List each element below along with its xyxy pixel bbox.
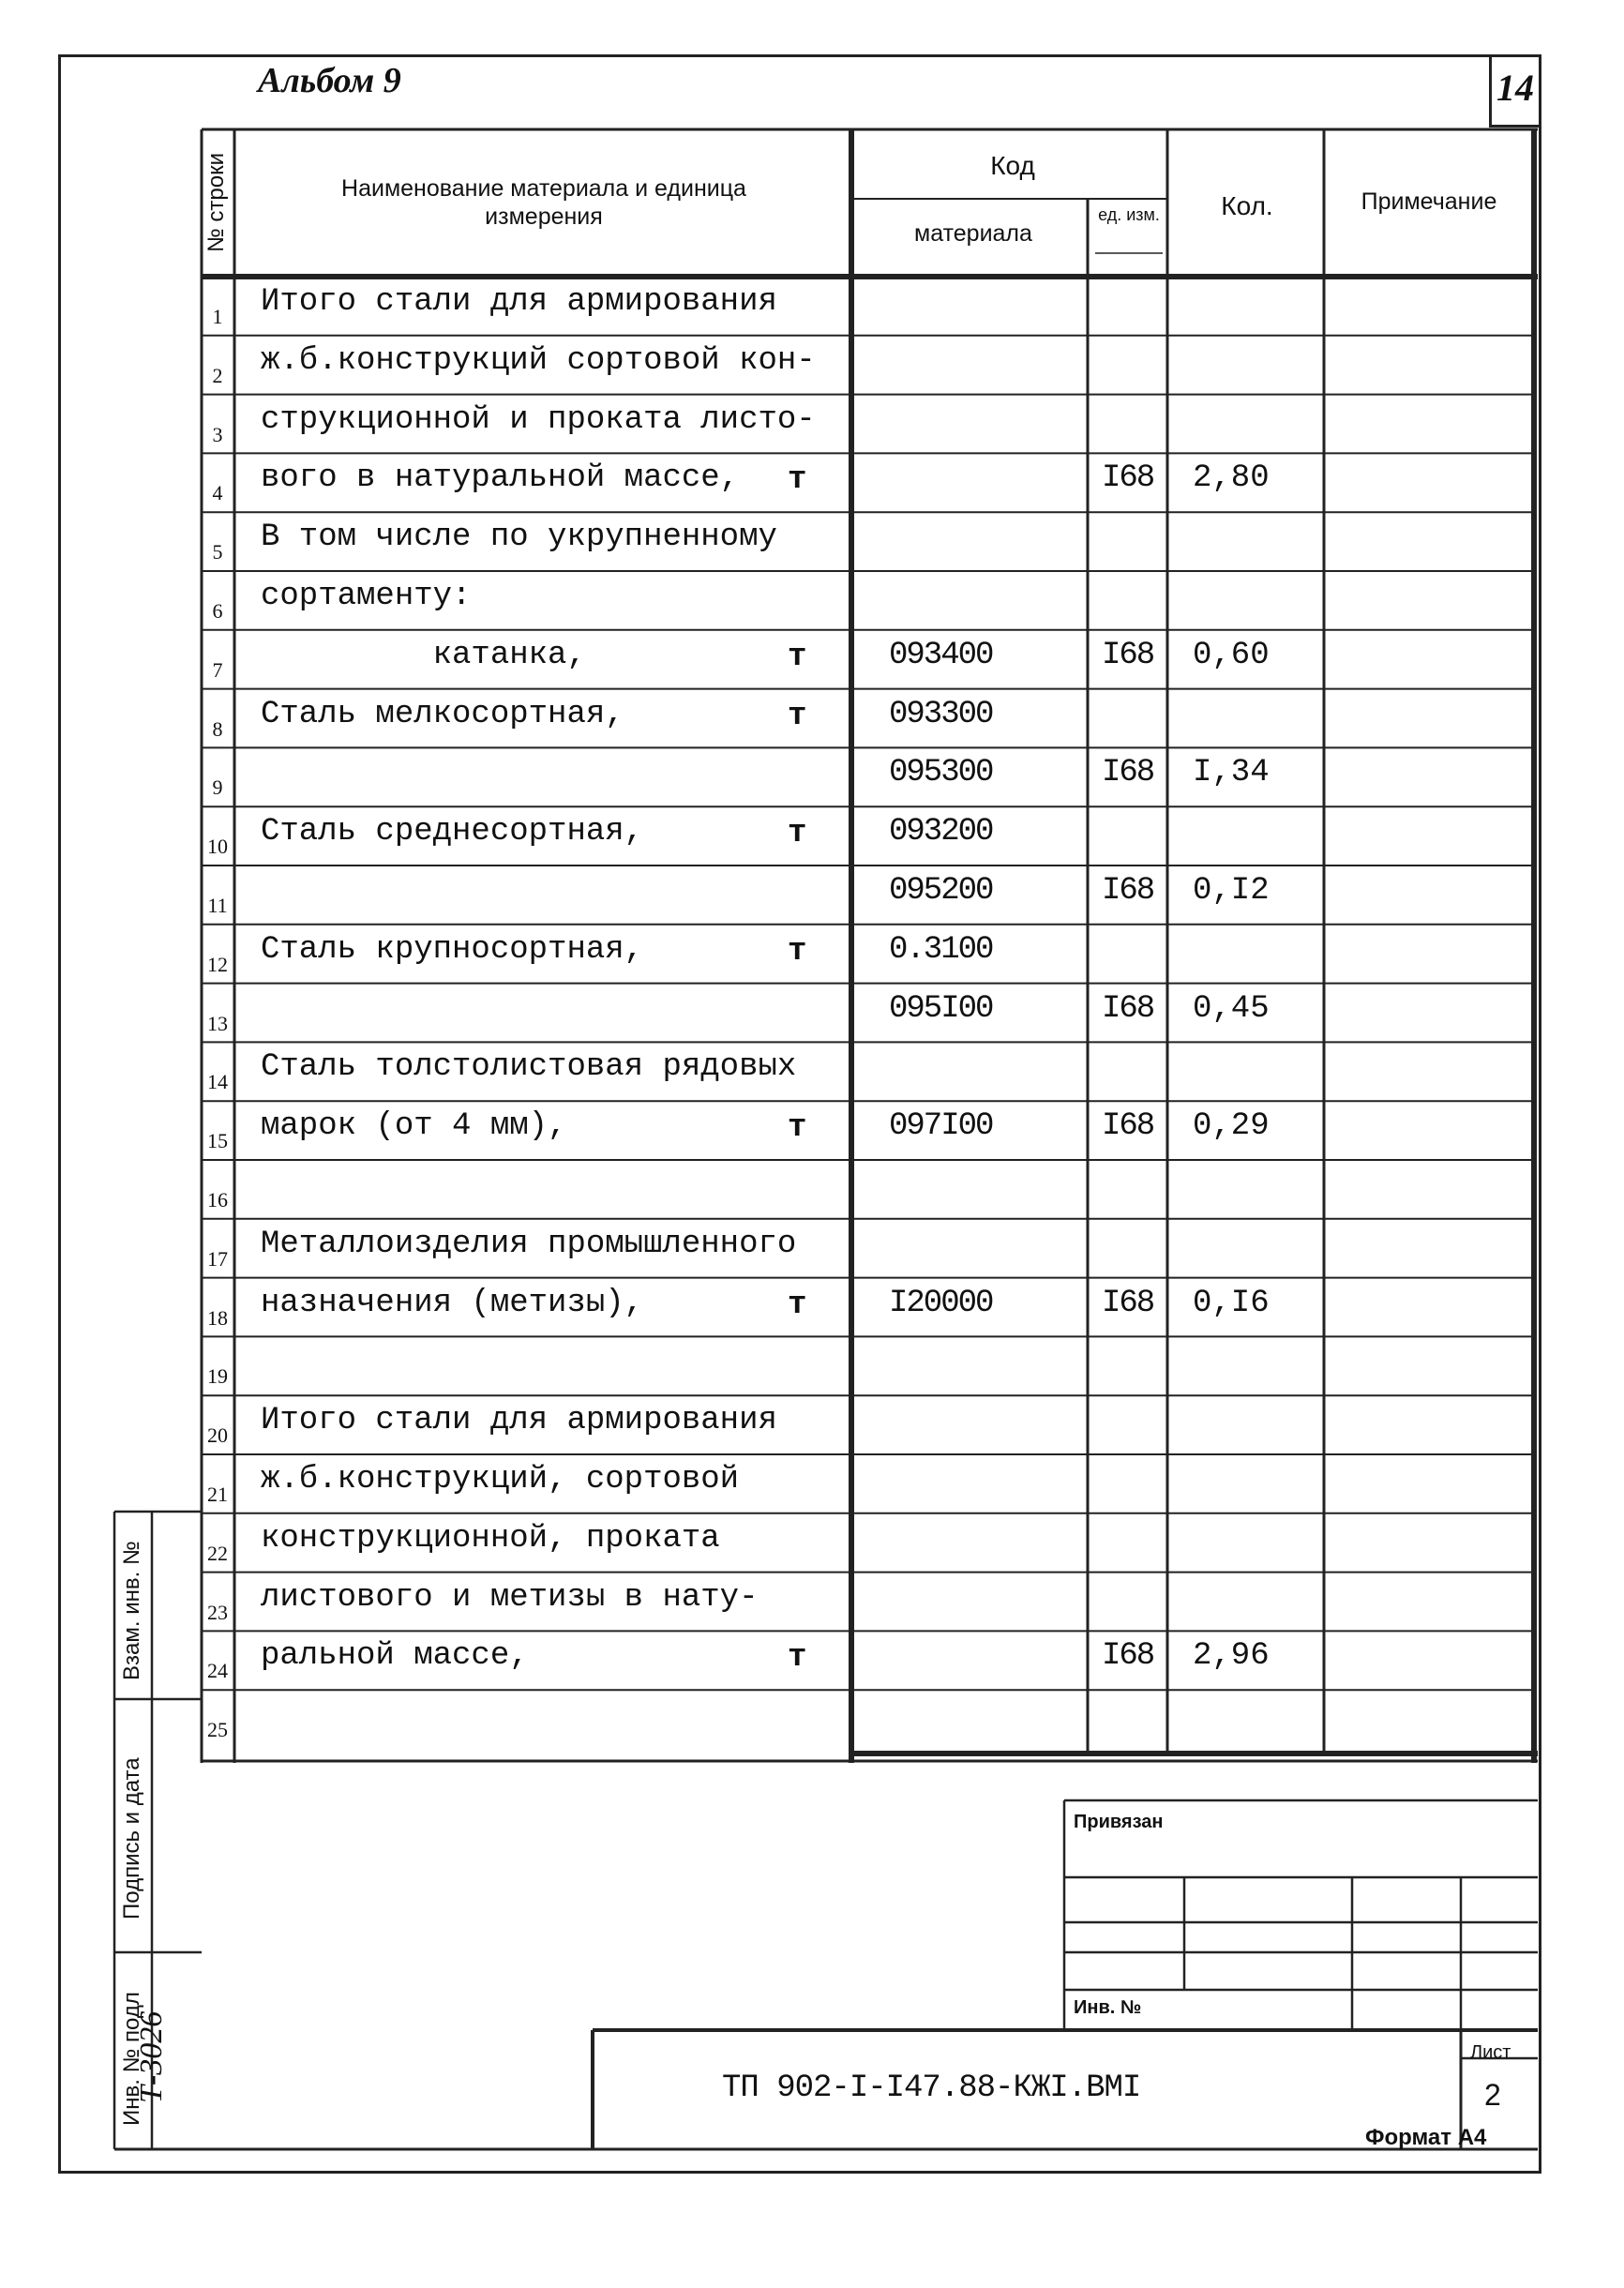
material-name: В том числе по укрупненному [261,519,777,556]
unit-code: I68 [1102,755,1154,791]
quantity: 2,80 [1193,460,1270,497]
material-code: 095300 [889,755,993,791]
material-name: листового и метизы в нату- [261,1579,759,1616]
header-qty: Кол. [1221,191,1273,220]
row-number: 19 [207,1364,228,1389]
material-code: 0.3100 [889,931,993,968]
document-code: ТП 902-I-I47.88-КЖI.ВМI [722,2070,1141,2106]
unit-code: I68 [1102,1638,1154,1675]
material-code: 095200 [889,873,993,909]
inv-podl-value: Т-3026 [134,2010,169,2103]
material-name: вого в натуральной массе, [261,460,740,497]
header-row-no: № строки [203,152,229,252]
material-name: Сталь среднесортная, [261,814,644,850]
page-number: 14 [1496,67,1534,109]
material-code: 093400 [889,637,993,673]
row-number: 5 [212,540,223,564]
signature-date-label: Подпись и дата [119,1757,144,1919]
material-name: ральной массе, [261,1638,529,1675]
unit-cell: т [788,1287,807,1323]
sheet-label: Лист [1470,2042,1511,2063]
row-number: 23 [207,1600,228,1624]
unit-code: I68 [1102,990,1154,1027]
row-number: 12 [207,952,228,976]
format-label: Формат А4 [1365,2125,1487,2150]
row-number: 11 [207,894,228,917]
unit-code: I68 [1102,460,1154,497]
quantity: 0,45 [1193,990,1270,1027]
header-name: Наименование материала и единица измерения [341,175,746,230]
quantity: 0,I6 [1193,1285,1270,1321]
inv-no-label: Инв. № [1074,1997,1142,2018]
unit-cell: т [788,639,807,675]
row-number: 17 [207,1246,228,1271]
row-number: 22 [207,1541,228,1565]
row-number: 25 [207,1718,228,1742]
row-number: 18 [207,1305,228,1330]
material-code: 097I00 [889,1108,993,1145]
unit-code: I68 [1102,1285,1154,1321]
header-code-unit: ед. изм. [1098,205,1160,224]
row-number: 4 [212,481,223,505]
unit-code: I68 [1102,1108,1154,1145]
unit-cell: т [788,1640,807,1677]
material-name: катанка, [261,637,586,673]
material-name: струкционной и проката листо- [261,401,816,438]
material-name: Сталь толстолистовая рядовых [261,1049,797,1086]
material-name: Итого стали для армирования [261,1403,777,1439]
material-name: конструкционной, проката [261,1520,720,1557]
quantity: 0,60 [1193,637,1270,673]
material-name: Сталь крупносортная, [261,931,644,968]
quantity: 0,29 [1193,1108,1270,1145]
material-code: 093300 [889,696,993,732]
row-number: 15 [207,1129,228,1153]
unit-cell: т [788,698,807,734]
material-name: Сталь мелкосортная, [261,696,624,732]
row-number: 2 [212,363,223,387]
unit-cell: т [788,462,807,499]
unit-cell: т [788,1110,807,1147]
unit-code: I68 [1102,873,1154,909]
material-code: 093200 [889,814,993,850]
material-name: назначения (метизы), [261,1285,644,1321]
row-number: 1 [212,305,223,328]
album-title: Альбом 9 [258,61,401,100]
quantity: 0,I2 [1193,873,1270,909]
row-number: 10 [207,835,228,859]
quantity: I,34 [1193,755,1270,791]
row-number: 8 [212,716,223,741]
sheet-number: 2 [1484,2078,1501,2112]
header-code: Код [990,151,1035,180]
material-code: I20000 [889,1285,993,1321]
header-code-material: материала [914,220,1032,247]
material-name: сортаменту: [261,579,472,614]
material-name: ж.б.конструкций, сортовой [261,1462,740,1498]
material-code: 095I00 [889,990,993,1027]
header-note: Примечание [1361,188,1497,215]
row-number: 16 [207,1188,228,1212]
unit-code: I68 [1102,637,1154,673]
row-number: 6 [212,599,223,623]
row-number: 21 [207,1483,228,1506]
row-number: 24 [207,1659,228,1683]
material-name: Металлоизделия промышленного [261,1226,797,1262]
unit-cell: т [788,933,807,970]
row-number: 14 [207,1070,228,1094]
quantity: 2,96 [1193,1638,1270,1675]
material-name: Итого стали для армирования [261,284,777,320]
inv-podl-label: Инв. № подл [119,1992,144,2126]
row-number: 9 [212,775,223,800]
vzam-inv-label: Взам. инв. № [119,1541,144,1680]
unit-cell: т [788,816,807,852]
row-number: 3 [212,422,223,446]
row-number: 20 [207,1423,228,1448]
material-name: марок (от 4 мм), [261,1108,567,1145]
row-number: 13 [207,1011,228,1035]
privyazan-label: Привязан [1074,1812,1164,1832]
row-number: 7 [212,657,223,682]
material-name: ж.б.конструкций сортовой кон- [261,342,816,379]
